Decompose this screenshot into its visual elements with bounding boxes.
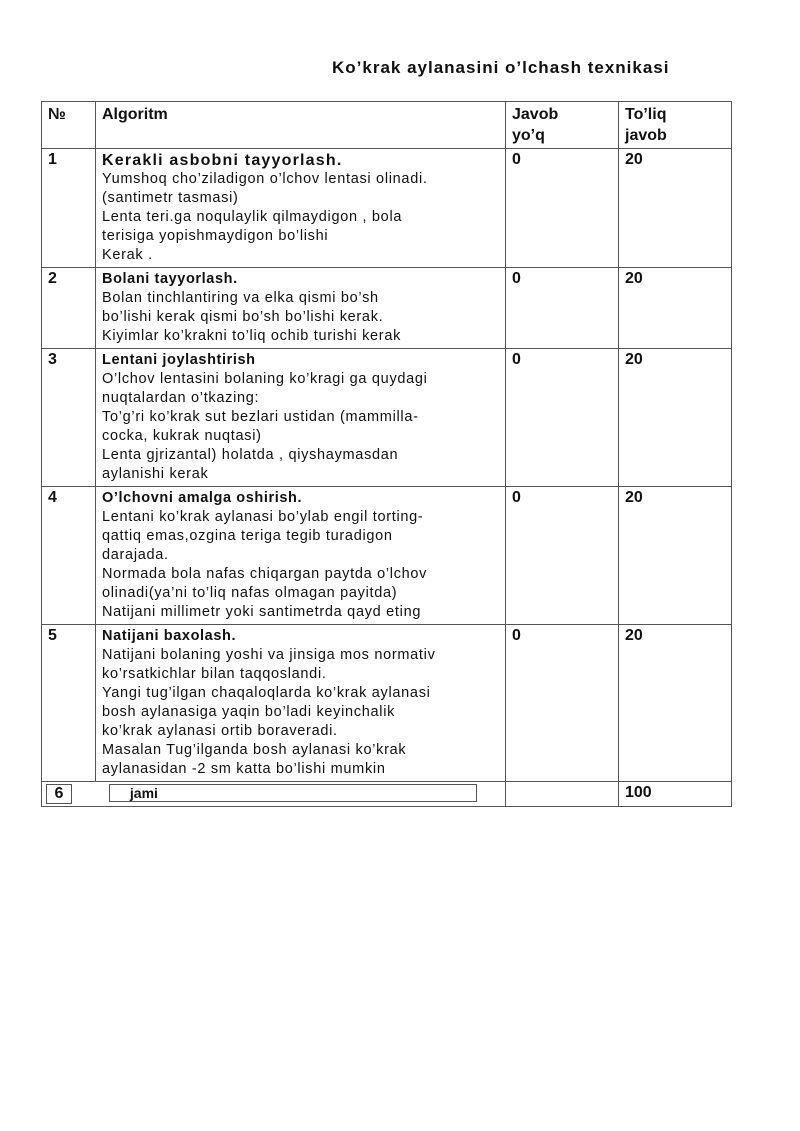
- step-line: Bolan tinchlantiring va elka qismi bo’sh: [102, 290, 379, 306]
- step-line: aylanishi kerak: [102, 466, 209, 482]
- table-row: [42, 349, 732, 487]
- step-line: nuqtalardan o’tkazing:: [102, 390, 260, 406]
- step-number: 5: [42, 625, 96, 782]
- table-header-row: [42, 102, 732, 149]
- step-number: 3: [42, 349, 96, 487]
- full-answer-score: 20: [619, 149, 732, 268]
- step-content: [96, 268, 506, 349]
- step-title: Bolani tayyorlash.: [102, 271, 238, 287]
- no-answer-score: 0: [506, 625, 619, 782]
- step-line: Normada bola nafas chiqargan paytda o’lchov: [102, 566, 428, 582]
- header-no-answer-line1: Javob: [512, 106, 559, 123]
- step-line: Lenta teri.ga noqulaylik qilmaydigon , bola: [102, 209, 403, 225]
- full-answer-score: 20: [619, 487, 732, 625]
- step-line: qattiq emas,ozgina teriga tegib turadigon: [102, 528, 393, 544]
- header-full-answer-line2: javob: [625, 127, 667, 144]
- no-answer-score: 0: [506, 487, 619, 625]
- total-no-answer: [506, 782, 619, 807]
- total-full-answer: 100: [619, 782, 732, 807]
- step-line: aylanasidan -2 sm katta bo’lishi mumkin: [102, 761, 386, 777]
- no-answer-score: 0: [506, 349, 619, 487]
- step-title: Lentani joylashtirish: [102, 352, 256, 368]
- step-content: [96, 349, 506, 487]
- step-line: Yumshoq cho’ziladigon o’lchov lentasi olinadi.: [102, 171, 428, 187]
- header-algorithm: Algoritm: [96, 102, 506, 149]
- table-row: [42, 487, 732, 625]
- step-content: [96, 149, 506, 268]
- step-line: O’lchov lentasini bolaning ko’kragi ga quydagi: [102, 371, 428, 387]
- table-row: [42, 149, 732, 268]
- step-content: [96, 487, 506, 625]
- step-title: O’lchovni amalga oshirish.: [102, 490, 303, 506]
- step-line: terisiga yopishmaydigon bo’lishi: [102, 228, 329, 244]
- step-line: Natijani bolaning yoshi va jinsiga mos normativ: [102, 647, 436, 663]
- step-line: Kiyimlar ko’krakni to’liq ochib turishi kerak: [102, 328, 402, 344]
- header-no-answer: [506, 102, 619, 149]
- step-line: bo’lishi kerak qismi bo’sh bo’lishi kerak.: [102, 309, 384, 325]
- header-full-answer: [619, 102, 732, 149]
- step-line: Masalan Tug’ilganda bosh aylanasi ko’krak: [102, 742, 407, 758]
- step-title: Natijani baxolash.: [102, 628, 237, 644]
- step-line: darajada.: [102, 547, 169, 563]
- total-label-cell: [42, 782, 506, 807]
- step-line: ko’rsatkichlar bilan taqqoslandi.: [102, 666, 327, 682]
- header-number: №: [42, 102, 96, 149]
- step-line: Lentani ko’krak aylanasi bo’ylab engil torting-: [102, 509, 424, 525]
- step-line: Natijani millimetr yoki santimetrda qayd eting: [102, 604, 422, 620]
- step-line: Kerak .: [102, 247, 153, 263]
- table-row: [42, 268, 732, 349]
- step-line: cocka, kukrak nuqtasi): [102, 428, 262, 444]
- header-no-answer-line2: yo’q: [512, 127, 545, 144]
- step-line: ko’krak aylanasi ortib boraveradi.: [102, 723, 338, 739]
- total-row: [42, 782, 732, 807]
- algorithm-table: [41, 101, 732, 807]
- step-line: (santimetr tasmasi): [102, 190, 239, 206]
- full-answer-score: 20: [619, 349, 732, 487]
- step-number: 4: [42, 487, 96, 625]
- no-answer-score: 0: [506, 268, 619, 349]
- step-line: Lenta gjrizantal) holatda , qiyshaymasdan: [102, 447, 399, 463]
- total-label: jami: [109, 784, 477, 802]
- total-number: 6: [46, 784, 72, 804]
- step-line: Yangi tug’ilgan chaqaloqlarda ko’krak aylanasi: [102, 685, 431, 701]
- step-number: 2: [42, 268, 96, 349]
- page-title: Ko’krak aylanasini o’lchash texnikasi: [332, 58, 670, 77]
- step-line: To’g’ri ko’krak sut bezlari ustidan (mammilla-: [102, 409, 419, 425]
- no-answer-score: 0: [506, 149, 619, 268]
- step-line: olinadi(ya’ni to’liq nafas olmagan payitda): [102, 585, 398, 601]
- step-number: 1: [42, 149, 96, 268]
- step-title: Kerakli asbobni tayyorlash.: [102, 152, 343, 169]
- full-answer-score: 20: [619, 268, 732, 349]
- header-full-answer-line1: To’liq: [625, 106, 667, 123]
- step-line: bosh aylanasiga yaqin bo’ladi keyinchalik: [102, 704, 396, 720]
- table-row: [42, 625, 732, 782]
- full-answer-score: 20: [619, 625, 732, 782]
- step-content: [96, 625, 506, 782]
